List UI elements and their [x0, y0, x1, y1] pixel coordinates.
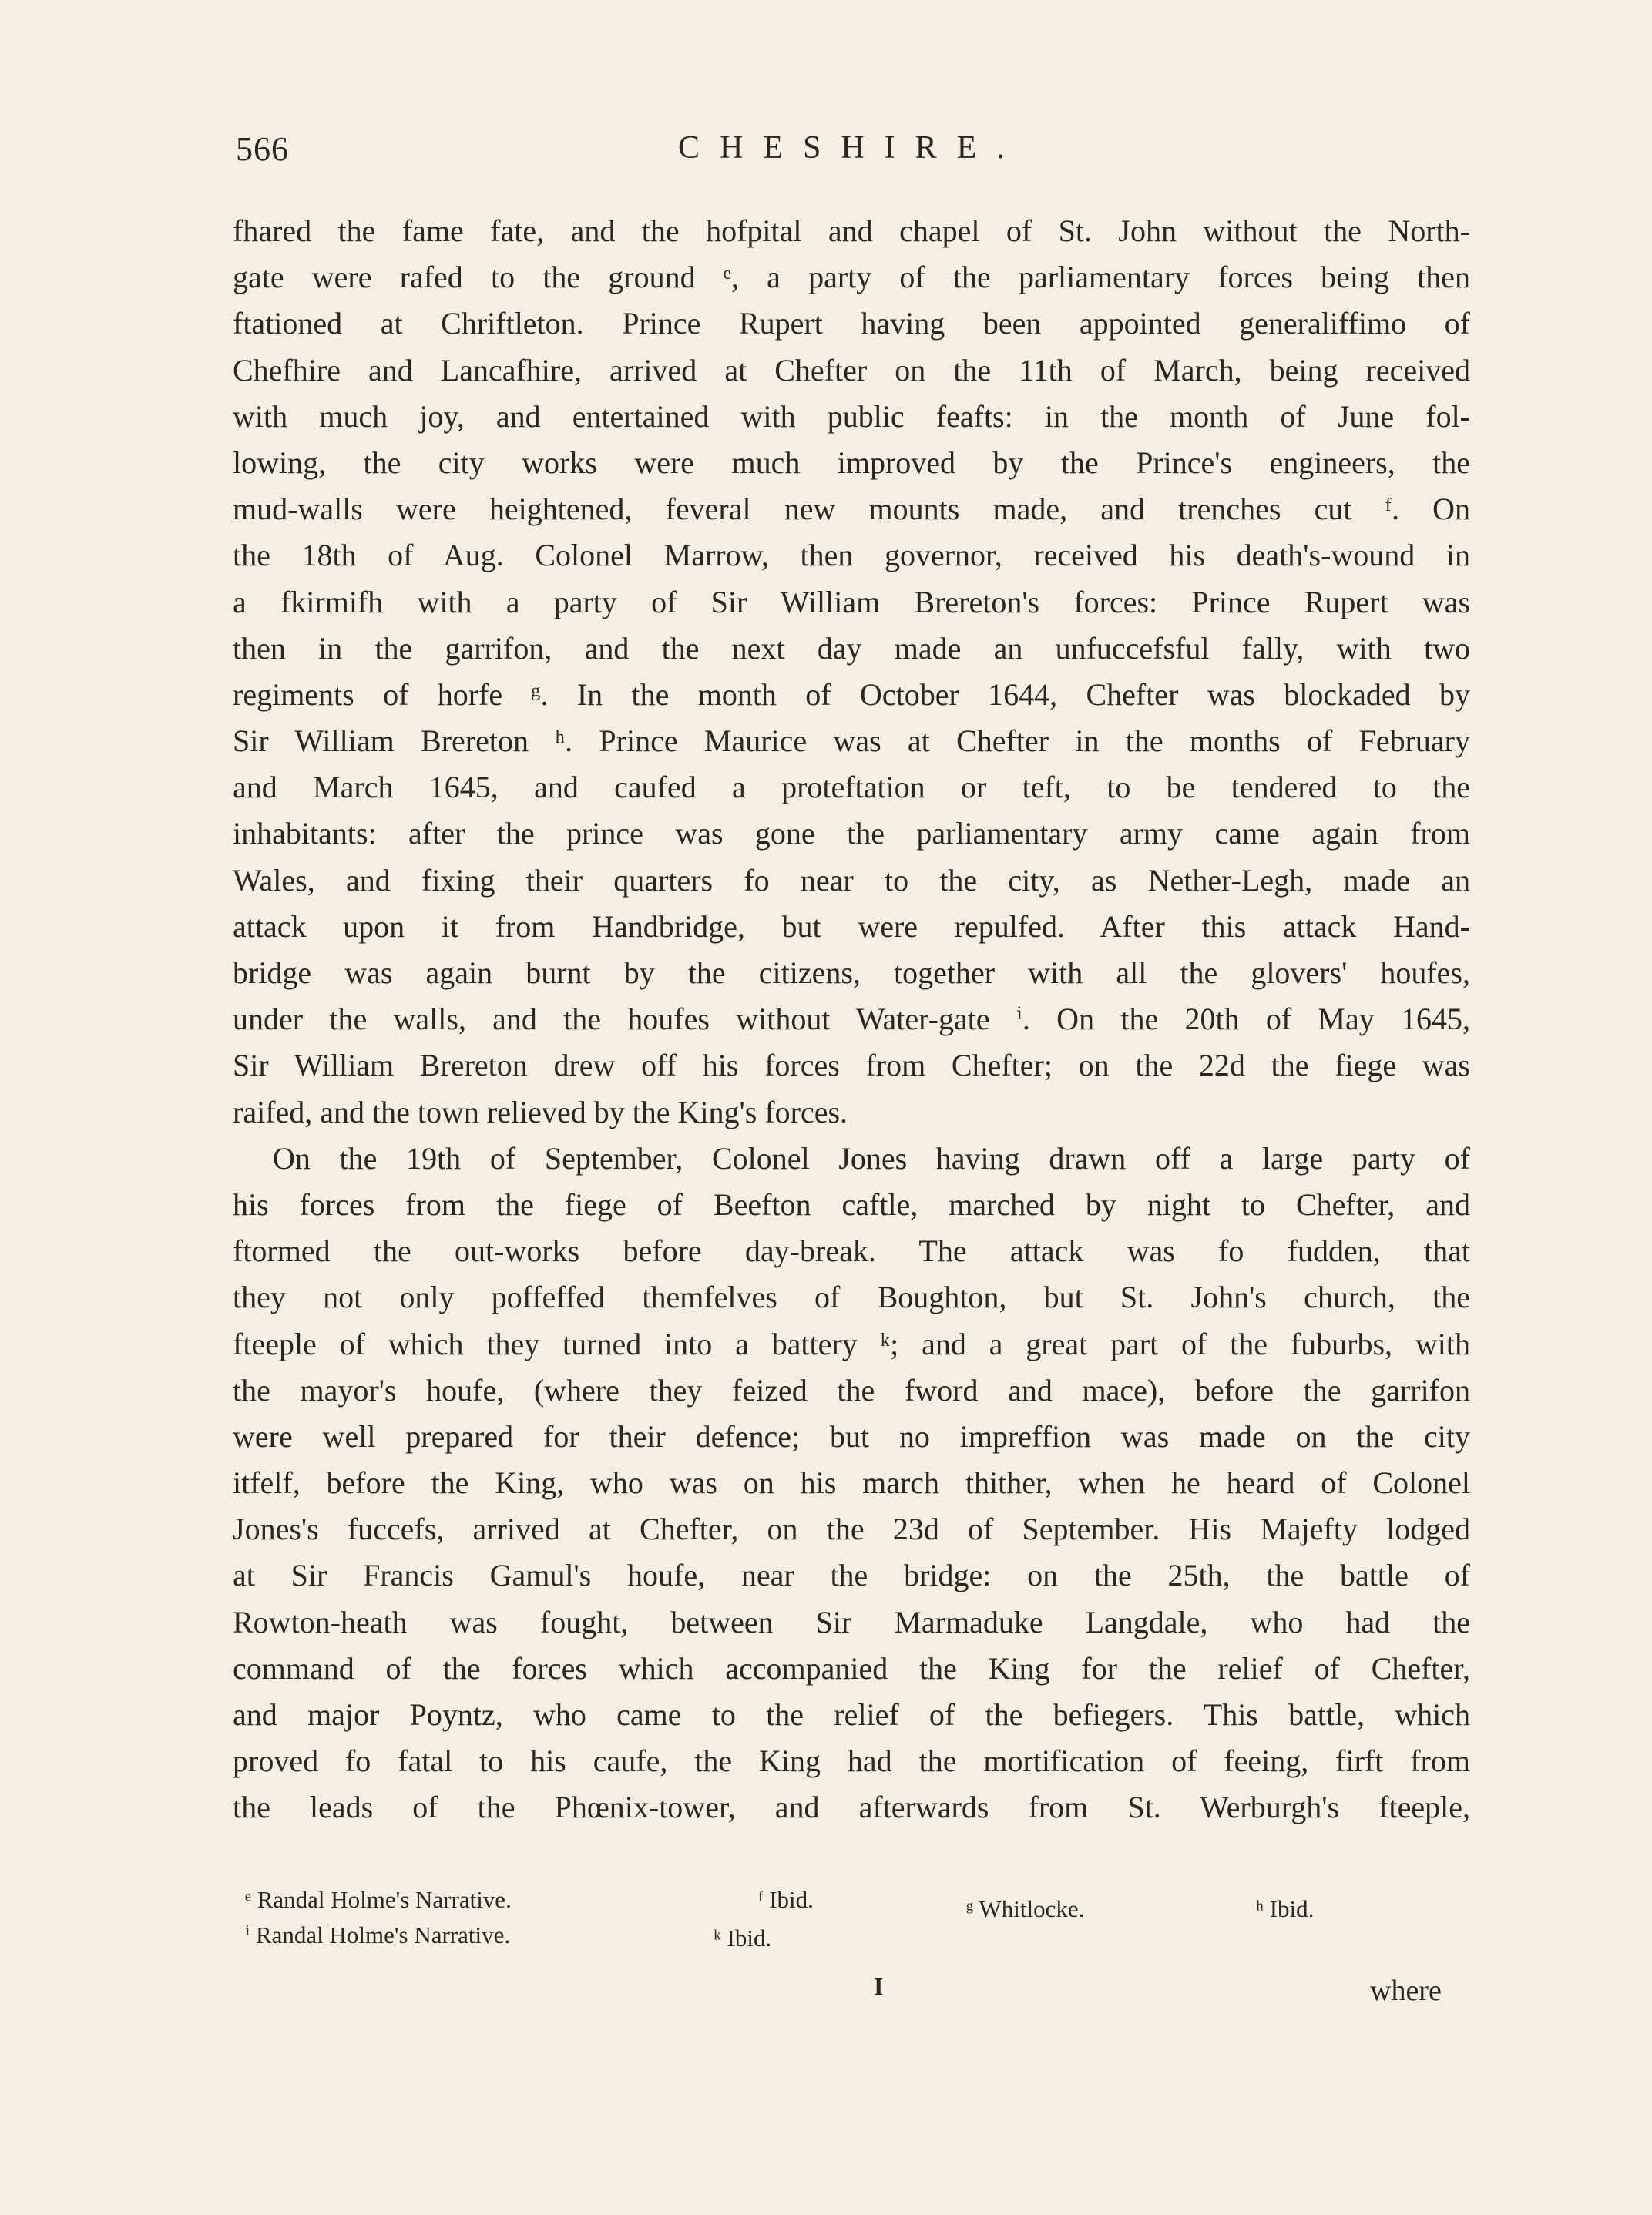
text-line: attack upon it from Handbridge, but were repulfed. After this attack Hand- [233, 908, 1470, 944]
text-line: fhared the fame fate, and the hofpital and chapel of St. John without the North- [233, 213, 1470, 248]
body-text [233, 208, 1470, 1831]
text-line: itfelf, before the King, who was on his march thither, when he heard of Colonel [233, 1465, 1470, 1501]
text-line: Jones's fuccefs, arrived at Chefter, on the 23d of September. His Majefty lodged [233, 1512, 1470, 1547]
text-line: lowing, the city works were much improved by the Prince's engineers, the [233, 445, 1470, 480]
text-line: proved fo fatal to his caufe, the King had the mortification of feeing, firft from [233, 1743, 1470, 1779]
footnote: ʰ Ibid. [1256, 1895, 1315, 1922]
text-line: Chefhire and Lancafhire, arrived at Chefter on the 11th of March, being received [233, 352, 1470, 388]
text-line: a fkirmifh with a party of Sir William Brereton's forces: Prince Rupert was [233, 584, 1470, 619]
text-line: ftationed at Chriftleton. Prince Rupert having been appointed generaliffimo of [233, 306, 1470, 341]
text-line: Sir William Brereton drew off his forces from Chefter; on the 22d the fiege was [233, 1048, 1470, 1083]
text-line: under the walls, and the houfes without Water-gate ⁱ. On the 20th of May 1645, [233, 1002, 1470, 1037]
text-line: raifed, and the town relieved by the King's forces. [233, 1094, 848, 1129]
text-line: ftormed the out-works before day-break. The attack was fo fudden, that [233, 1233, 1470, 1269]
text-line: gate were rafed to the ground ᵉ, a party of the parliamentary forces being then [233, 260, 1470, 295]
text-line: then in the garrifon, and the next day made an unfuccefsful fally, with two [233, 630, 1470, 666]
text-line: fteeple of which they turned into a battery ᵏ; and a great part of the fuburbs, with [233, 1326, 1470, 1361]
page-number: 566 [236, 130, 289, 168]
paragraph-2 [233, 1136, 1470, 1831]
text-line: and major Poyntz, who came to the relief of the befiegers. This battle, which [233, 1697, 1470, 1732]
text-line: Sir William Brereton ʰ. Prince Maurice was at Chefter in the months of February [233, 723, 1470, 759]
catchword: where [1370, 1975, 1442, 2007]
text-line: they not only poffeffed themfelves of Boughton, but St. John's church, the [233, 1280, 1470, 1315]
text-line: mud-walls were heightened, feveral new mounts made, and trenches cut ᶠ. On [233, 492, 1470, 527]
footnote: ᵏ Ibid. [714, 1925, 772, 1952]
text-line: Wales, and fixing their quarters fo near to the city, as Nether-Legh, made an [233, 862, 1470, 898]
text-line: regiments of horfe ᵍ. In the month of October 1644, Chefter was blockaded by [233, 676, 1470, 712]
footnote: ᵉ Randal Holme's Narrative. [245, 1886, 512, 1913]
signature-mark: I [874, 1972, 884, 2000]
paragraph-1 [233, 208, 1470, 1136]
text-line: On the 19th of September, Colonel Jones having drawn off a large party of [273, 1140, 1470, 1176]
text-line: his forces from the fiege of Beefton caftle, marched by night to Chefter, and [233, 1186, 1470, 1222]
footnote: ⁱ Randal Holme's Narrative. [245, 1921, 511, 1948]
text-line: command of the forces which accompanied the King for the relief of Chefter, [233, 1650, 1470, 1686]
text-line: with much joy, and entertained with public feafts: in the month of June fol- [233, 398, 1470, 434]
text-line: at Sir Francis Gamul's houfe, near the bridge: on the 25th, the battle of [233, 1558, 1470, 1593]
running-head: CHESHIRE. [678, 130, 1025, 166]
footnote: ᵍ Whitlocke. [966, 1895, 1085, 1922]
text-line: the mayor's houfe, (where they feized the fword and mace), before the garrifon [233, 1372, 1470, 1408]
text-line: inhabitants: after the prince was gone the parliamentary army came again from [233, 816, 1470, 851]
text-line: Rowton-heath was fought, between Sir Marmaduke Langdale, who had the [233, 1604, 1470, 1639]
text-line: the 18th of Aug. Colonel Marrow, then governor, received his death's-wound in [233, 538, 1470, 573]
text-line: bridge was again burnt by the citizens, together with all the glovers' houfes, [233, 955, 1470, 990]
text-line: the leads of the Phœnix-tower, and afterwards from St. Werburgh's fteeple, [233, 1790, 1470, 1825]
text-line: and March 1645, and caufed a proteftation or teft, to be tendered to the [233, 770, 1470, 805]
text-line: were well prepared for their defence; but no impreffion was made on the city [233, 1418, 1470, 1454]
footnote: ᶠ Ibid. [758, 1886, 814, 1913]
